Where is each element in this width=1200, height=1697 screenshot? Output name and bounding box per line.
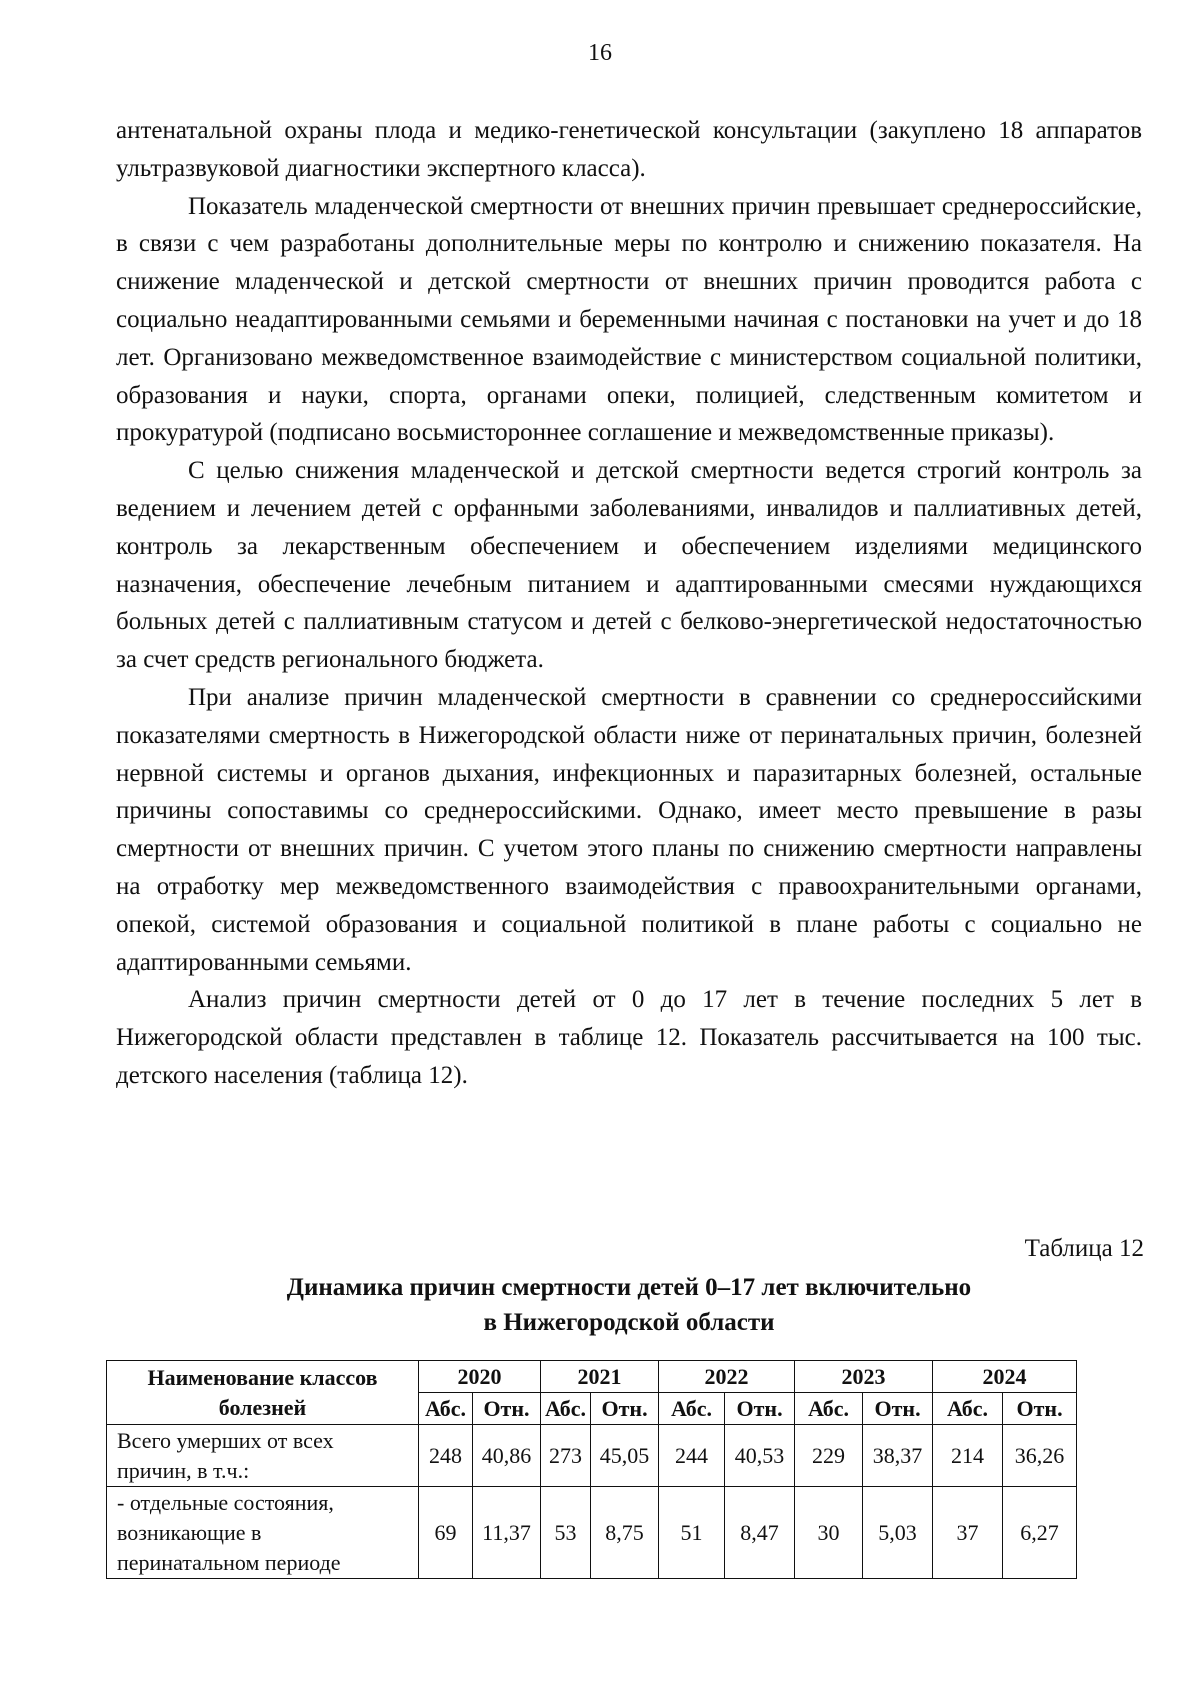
year-header: 2024 (933, 1361, 1077, 1393)
value-cell: 273 (541, 1425, 591, 1487)
disease-class-cell: - отдельные состояния, возникающие в перинатальном периоде (107, 1487, 419, 1579)
paragraph: Показатель младенческой смертности от внешних причин превышает среднероссийские, в связи с чем разработаны дополнительные меры по контролю и снижению показателя. На снижение младенческой и детской смертности от внешних причин проводится работа с социально неадаптированными семьями и беременными начиная с постановки на учет и до 18 лет. Организовано межведомственное взаимодействие с министерством социальной политики, образования и науки, спорта, органами опеки, полицией, следственным комитетом и прокуратурой (подписано восьмистороннее соглашение и межведомственные приказы). (116, 192, 1142, 447)
paragraph: Анализ причин смертности детей от 0 до 17 лет в течение последних 5 лет в Нижегородской области представлен в таблице 12. Показатель рассчитывается на 100 тыс. детского населения (таблица 12). (116, 986, 1142, 1089)
table-title (116, 1270, 1142, 1340)
abs-header: Абс. (933, 1393, 1003, 1425)
value-cell: 53 (541, 1487, 591, 1579)
value-cell: 8,75 (591, 1487, 659, 1579)
value-cell: 37 (933, 1487, 1003, 1579)
disease-class-cell: Всего умерших от всех причин, в т.ч.: (107, 1425, 419, 1487)
paragraph: С целью снижения младенческой и детской смертности ведется строгий контроль за ведением и лечением детей с орфанными заболеваниями, инвалидов и паллиативных детей, контроль за лекарственным обеспечением и обеспечением изделиями медицинского назначения, обеспечение лечебным питанием и адаптированными смесями нуждающихся больных детей с паллиативным статусом и детей с белково-энергетической недостаточностью за счет средств регионального бюджета. (116, 457, 1142, 674)
page-number: 16 (588, 40, 612, 66)
value-cell: 229 (795, 1425, 863, 1487)
year-header: 2022 (659, 1361, 795, 1393)
value-cell: 214 (933, 1425, 1003, 1487)
rel-header: Отн. (1003, 1393, 1077, 1425)
value-cell: 30 (795, 1487, 863, 1579)
rel-header: Отн. (473, 1393, 541, 1425)
table-header-row (107, 1361, 1077, 1393)
rel-header: Отн. (725, 1393, 795, 1425)
disease-class-header: Наименование классов болезней (107, 1361, 419, 1425)
abs-header: Абс. (541, 1393, 591, 1425)
value-cell: 69 (419, 1487, 473, 1579)
abs-header: Абс. (419, 1393, 473, 1425)
abs-header: Абс. (795, 1393, 863, 1425)
table-title-line: Динамика причин смертности детей 0–17 лет включительно (286, 1274, 972, 1301)
value-cell: 40,86 (473, 1425, 541, 1487)
table-caption: Таблица 12 (1024, 1235, 1144, 1262)
value-cell: 51 (659, 1487, 725, 1579)
value-cell: 6,27 (1003, 1487, 1077, 1579)
value-cell: 8,47 (725, 1487, 795, 1579)
value-cell: 38,37 (863, 1425, 933, 1487)
mortality-table (106, 1360, 1077, 1579)
rel-header: Отн. (863, 1393, 933, 1425)
rel-header: Отн. (591, 1393, 659, 1425)
value-cell: 45,05 (591, 1425, 659, 1487)
table-row (107, 1425, 1077, 1487)
year-header: 2020 (419, 1361, 541, 1393)
body-text (116, 112, 1142, 1095)
paragraph: антенатальной охраны плода и медико-генетической консультации (закуплено 18 аппаратов ультразвуковой диагностики экспертного класса). (116, 117, 1142, 182)
paragraph: При анализе причин младенческой смертности в сравнении со среднероссийскими показателями смертность в Нижегородской области ниже от перинатальных причин, болезней нервной системы и органов дыхания, инфекционных и паразитарных болезней, остальные причины сопоставимы со среднероссийскими. Однако, имеет место превышение в разы смертности от внешних причин. С учетом этого планы по снижению смертности направлены на отработку мер межведомственного взаимодействия с правоохранительными органами, опекой, системой образования и социальной политикой в плане работы с социально не адаптированными семьями. (116, 683, 1142, 976)
abs-header: Абс. (659, 1393, 725, 1425)
table-title-line: в Нижегородской области (483, 1309, 775, 1336)
table-row (107, 1487, 1077, 1579)
value-cell: 40,53 (725, 1425, 795, 1487)
mortality-table-wrapper (106, 1360, 1077, 1579)
value-cell: 11,37 (473, 1487, 541, 1579)
year-header: 2021 (541, 1361, 659, 1393)
year-header: 2023 (795, 1361, 933, 1393)
value-cell: 5,03 (863, 1487, 933, 1579)
value-cell: 244 (659, 1425, 725, 1487)
value-cell: 248 (419, 1425, 473, 1487)
value-cell: 36,26 (1003, 1425, 1077, 1487)
